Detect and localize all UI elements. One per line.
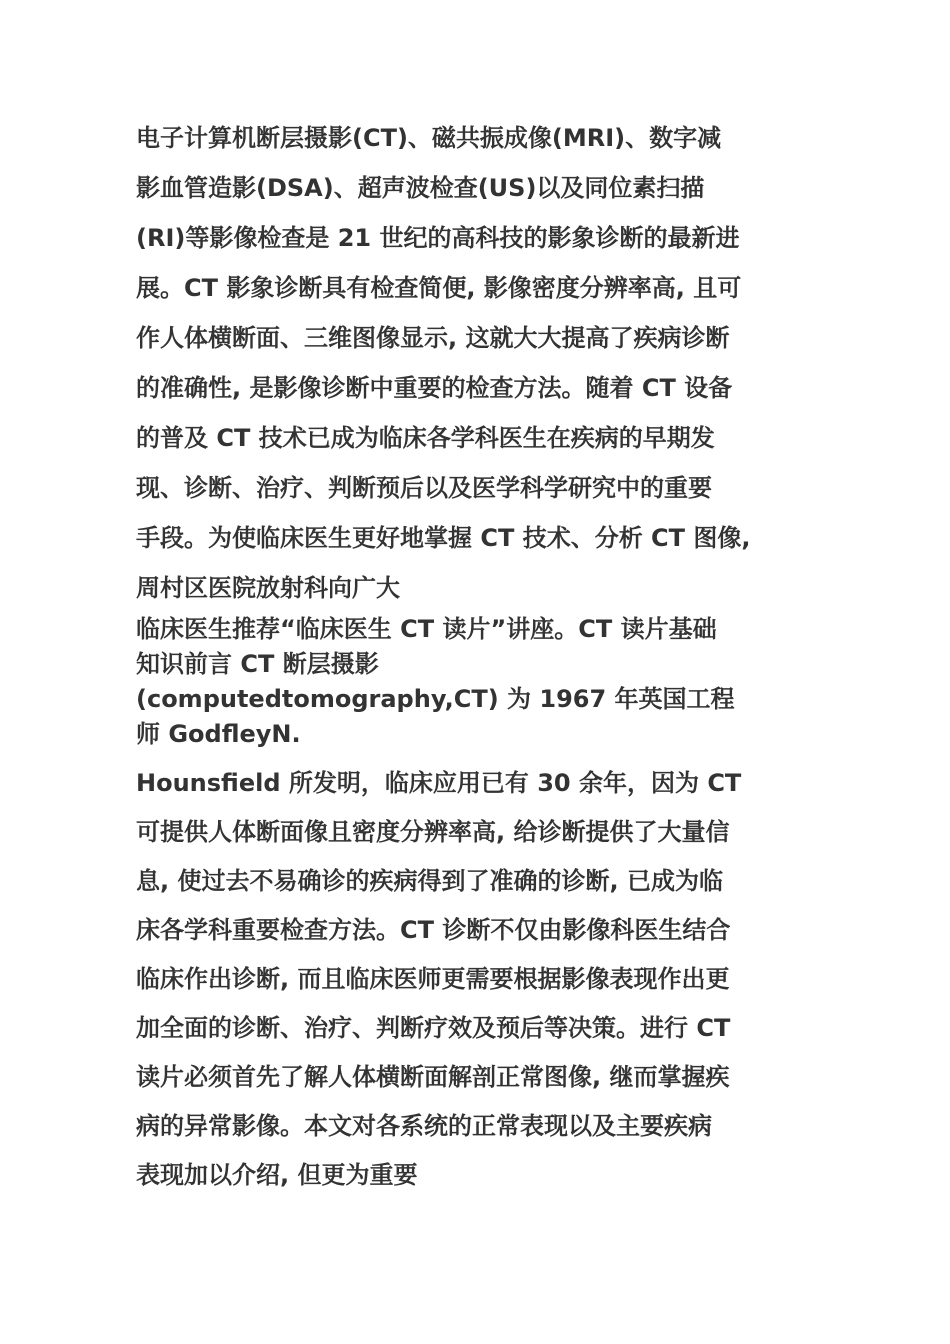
- text-line: 手段。为使临床医生更好地掌握 CT 技术、分析 CT 图像,: [136, 524, 751, 552]
- text-line: 读片必须首先了解人体横断面解剖正常图像, 继而掌握疾: [136, 1063, 730, 1091]
- text-line: 电子计算机断层摄影(CT)、磁共振成像(MRI)、数字减: [136, 124, 722, 152]
- text-line: 周村区医院放射科向广大: [136, 574, 400, 602]
- text-line: 知识前言 CT 断层摄影: [136, 650, 379, 678]
- text-line: 的准确性, 是影像诊断中重要的检查方法。随着 CT 设备: [136, 374, 733, 402]
- text-line: 展。CT 影象诊断具有检查简便, 影像密度分辨率高, 且可: [136, 274, 742, 302]
- paragraph-lecture-preface: [136, 612, 836, 752]
- text-line: 息, 使过去不易确诊的疾病得到了准确的诊断, 已成为临: [136, 867, 723, 895]
- text-line: 临床医生推荐“临床医生 CT 读片”讲座。CT 读片基础: [136, 615, 717, 643]
- text-line: 床各学科重要检查方法。CT 诊断不仅由影像科医生结合: [136, 916, 731, 944]
- text-line: 可提供人体断面像且密度分辨率高, 给诊断提供了大量信: [136, 818, 730, 846]
- text-line: 作人体横断面、三维图像显示, 这就大大提高了疾病诊断: [136, 324, 730, 352]
- text-line: 加全面的诊断、治疗、判断疗效及预后等决策。进行 CT: [136, 1014, 731, 1042]
- text-line: 表现加以介绍, 但更为重要: [136, 1161, 418, 1189]
- text-line: (RI)等影像检查是 21 世纪的高科技的影象诊断的最新进: [136, 224, 740, 252]
- text-line: 的普及 CT 技术已成为临床各学科医生在疾病的早期发: [136, 424, 715, 452]
- text-line: (computedtomography,CT) 为 1967 年英国工程: [136, 685, 735, 713]
- paragraph-ct-history: [136, 759, 836, 1200]
- text-line: 病的异常影像。本文对各系统的正常表现以及主要疾病: [136, 1112, 712, 1140]
- paragraph-ct-intro: [136, 113, 836, 613]
- text-line: 影血管造影(DSA)、超声波检查(US)以及同位素扫描: [136, 174, 705, 202]
- text-line: 临床作出诊断, 而且临床医师更需要根据影像表现作出更: [136, 965, 730, 993]
- text-line: 现、诊断、治疗、判断预后以及医学科学研究中的重要: [136, 474, 712, 502]
- text-line: Hounsfield 所发明，临床应用已有 30 余年，因为 CT: [136, 769, 742, 797]
- text-line: 师 GodfleyN.: [136, 720, 301, 748]
